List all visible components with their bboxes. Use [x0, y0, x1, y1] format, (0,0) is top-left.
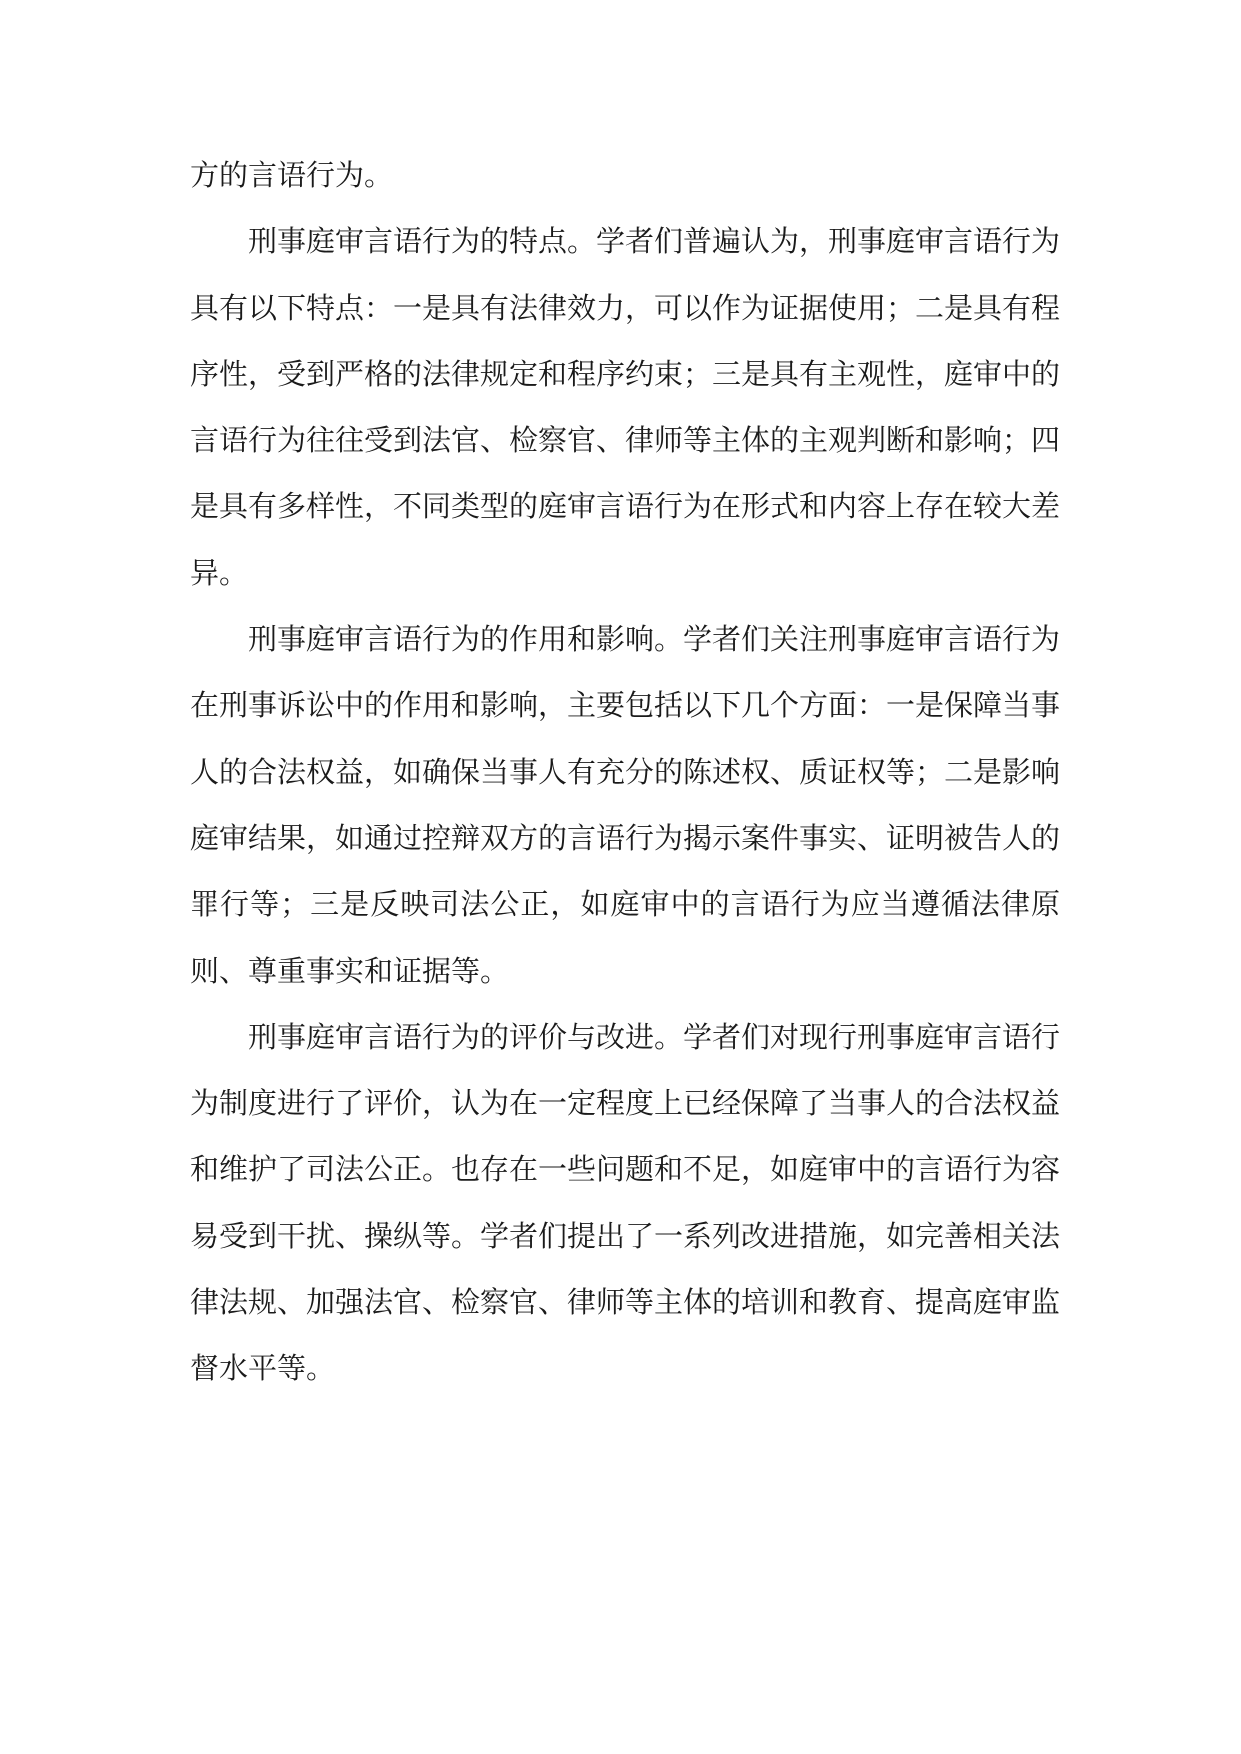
body-text — [190, 142, 1060, 1402]
paragraph-evaluation: 刑事庭审言语行为的评价与改进。学者们对现行刑事庭审言语行为制度进行了评价，认为在一定程度上已经保障了当事人的合法权益和维护了司法公正。也存在一些问题和不足，如庭审中的言语行为容易受到干扰、操纵等。学者们提出了一系列改进措施，如完善相关法律法规、加强法官、检察官、律师等主体的培训和教育、提高庭审监督水平等。 — [190, 1019, 1061, 1386]
paragraph-effects: 刑事庭审言语行为的作用和影响。学者们关注刑事庭审言语行为在刑事诉讼中的作用和影响，主要包括以下几个方面：一是保障当事人的合法权益，如确保当事人有充分的陈述权、质证权等；二是影响庭审结果，如通过控辩双方的言语行为揭示案件事实、证明被告人的罪行等；三是反映司法公正，如庭审中的言语行为应当遵循法律原则、尊重事实和证据等。 — [190, 622, 1061, 988]
paragraph-characteristics: 刑事庭审言语行为的特点。学者们普遍认为，刑事庭审言语行为具有以下特点：一是具有法律效力，可以作为证据使用；二是具有程序性，受到严格的法律规定和程序约束；三是具有主观性，庭审中的言语行为往往受到法官、检察官、律师等主体的主观判断和影响；四是具有多样性，不同类型的庭审言语行为在形式和内容上存在较大差异。 — [190, 224, 1061, 590]
paragraph-continuation: 方的言语行为。 — [190, 158, 394, 192]
